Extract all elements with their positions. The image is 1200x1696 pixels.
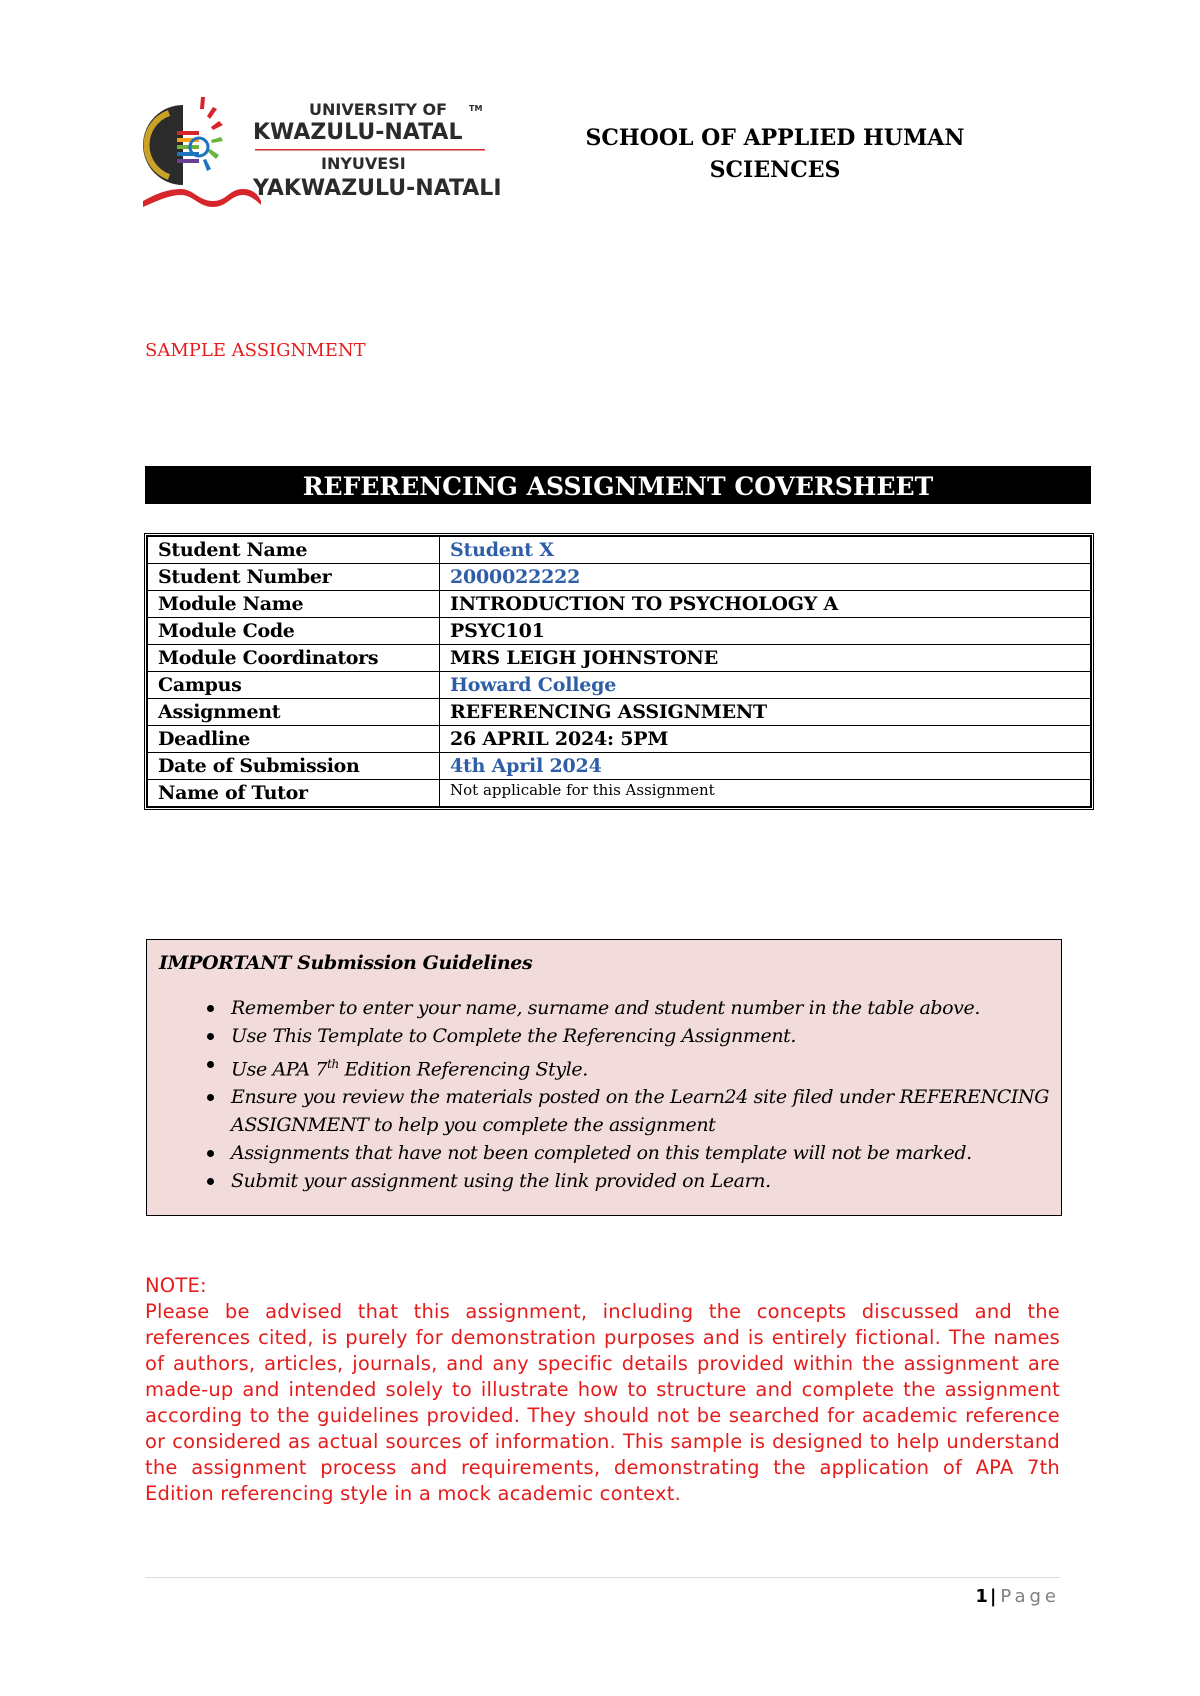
submission-guidelines-box: [146, 939, 1062, 1216]
list-item: Assignments that have not been completed on this template will not be marked.: [159, 1139, 1049, 1167]
disclaimer-note: [145, 1273, 1060, 1507]
row-label: Date of Submission: [148, 753, 440, 780]
list-item: Ensure you review the materials posted on the Learn24 site filed under REFERENCING ASSIGNMENT to help you complete the assignment: [159, 1083, 1049, 1139]
table-row: [148, 699, 1091, 726]
school-line2: SCIENCES: [709, 157, 841, 183]
coversheet-title: REFERENCING ASSIGNMENT COVERSHEET: [145, 466, 1091, 504]
logo-tm: TM: [469, 104, 483, 113]
table-row: [148, 753, 1091, 780]
footer-separator: |: [989, 1586, 997, 1607]
row-label: Module Name: [148, 591, 440, 618]
row-label: Module Coordinators: [148, 645, 440, 672]
table-row: [148, 591, 1091, 618]
bullet-icon: [207, 1094, 214, 1101]
footer-divider: [145, 1577, 1060, 1578]
table-row: [148, 780, 1091, 807]
school-line1: SCHOOL OF APPLIED HUMAN: [585, 125, 965, 151]
list-item: Submit your assignment using the link provided on Learn.: [159, 1167, 1049, 1195]
sample-assignment-label: SAMPLE ASSIGNMENT: [145, 340, 366, 361]
row-label: Student Number: [148, 564, 440, 591]
note-body: Please be advised that this assignment, including the concepts discussed and the references cited, is purely for demonstration purposes and is entirely fictional. The names of authors, articles, journals, and any specific details provided within the assignment are made-up and intended solely to illustrate how to structure and complete the assignment according to the guidelines provided. They should not be searched for academic reference or considered as actual sources of information. This sample is designed to help understand the assignment process and requirements, demonstrating the application of APA 7th Edition referencing style in a mock academic context.: [145, 1300, 1060, 1505]
logo-line3: INYUVESI: [321, 154, 406, 173]
page-word: Page: [1000, 1586, 1060, 1607]
note-heading: NOTE:: [145, 1274, 207, 1297]
tutor-value: Not applicable for this Assignment: [440, 780, 1091, 807]
ukzn-emblem-icon: [143, 97, 503, 209]
submission-date-value: 4th April 2024: [440, 753, 1091, 780]
logo-line1: UNIVERSITY OF: [309, 100, 448, 119]
row-label: Module Code: [148, 618, 440, 645]
list-item: Remember to enter your name, surname and student number in the table above.: [159, 994, 1049, 1022]
page-number: 1: [975, 1586, 988, 1607]
table-row: [148, 618, 1091, 645]
row-label: Student Name: [148, 537, 440, 564]
deadline-value: 26 APRIL 2024: 5PM: [440, 726, 1091, 753]
guidelines-title: IMPORTANT Submission Guidelines: [159, 952, 533, 974]
module-coordinators-value: MRS LEIGH JOHNSTONE: [440, 645, 1091, 672]
list-item: Use APA 7th Edition Referencing Style.: [159, 1050, 1049, 1083]
row-label: Campus: [148, 672, 440, 699]
table-row: [148, 726, 1091, 753]
assignment-value: REFERENCING ASSIGNMENT: [440, 699, 1091, 726]
guidelines-list: [159, 994, 1049, 1195]
list-item: Use This Template to Complete the Referencing Assignment.: [159, 1022, 1049, 1050]
school-heading: [560, 122, 990, 186]
bullet-icon: [207, 1005, 214, 1012]
row-label: Assignment: [148, 699, 440, 726]
bullet-icon: [207, 1061, 214, 1068]
university-logo: [143, 97, 503, 209]
row-label: Name of Tutor: [148, 780, 440, 807]
table-row: [148, 537, 1091, 564]
module-name-value: INTRODUCTION TO PSYCHOLOGY A: [440, 591, 1091, 618]
bullet-icon: [207, 1178, 214, 1185]
table-row: [148, 564, 1091, 591]
bullet-icon: [207, 1150, 214, 1157]
student-name-value: Student X: [440, 537, 1091, 564]
logo-line4: YAKWAZULU-NATALI: [253, 176, 502, 201]
table-row: [148, 645, 1091, 672]
student-number-value: 2000022222: [440, 564, 1091, 591]
module-code-value: PSYC101: [440, 618, 1091, 645]
row-label: Deadline: [148, 726, 440, 753]
page-footer: [800, 1586, 1060, 1607]
campus-value: Howard College: [440, 672, 1091, 699]
student-info-table: [144, 533, 1094, 810]
logo-line2: KWAZULU-NATAL: [253, 120, 463, 145]
table-row: [148, 672, 1091, 699]
bullet-icon: [207, 1033, 214, 1040]
